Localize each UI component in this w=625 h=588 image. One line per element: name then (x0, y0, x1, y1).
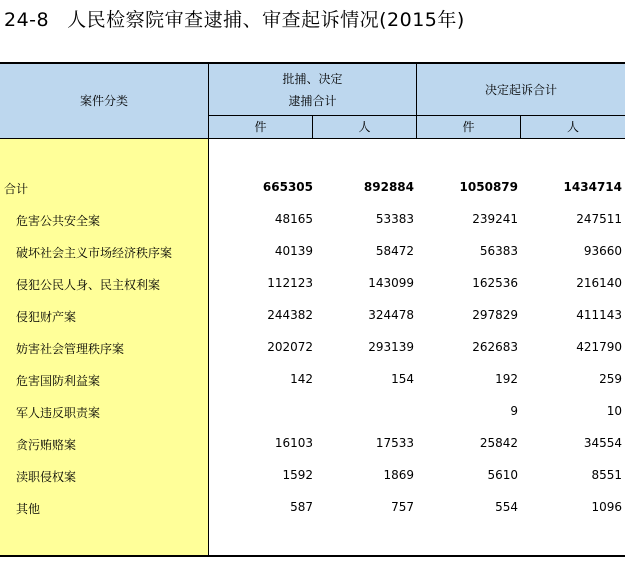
cell-prosecute-cases: 162536 (472, 276, 518, 290)
cell-prosecute-cases: 5610 (487, 468, 518, 482)
row-label: 合计 (4, 182, 29, 196)
row-label: 侵犯公民人身、民主权利案 (16, 278, 161, 292)
row-label: 渎职侵权案 (16, 470, 77, 484)
cell-prosecute-cases: 25842 (479, 436, 518, 450)
cell-arrest-cases: 244382 (267, 308, 313, 322)
page-title (4, 5, 465, 32)
table-header (0, 64, 625, 138)
cell-arrest-cases: 16103 (274, 436, 313, 450)
table-row (0, 210, 625, 230)
row-label: 危害公共安全案 (16, 214, 101, 228)
header-divider (208, 64, 209, 138)
cell-arrest-persons: 143099 (368, 276, 414, 290)
header-category (0, 64, 208, 138)
cell-prosecute-cases: 554 (495, 500, 518, 514)
cell-arrest-persons: 324478 (368, 308, 414, 322)
cell-prosecute-cases: 192 (495, 372, 518, 386)
header-prosecute-cases (417, 116, 520, 138)
cell-prosecute-cases: 239241 (472, 212, 518, 226)
cell-prosecute-persons: 8551 (591, 468, 622, 482)
cell-arrest-cases: 142 (290, 372, 313, 386)
header-unit-persons: 人 (566, 120, 579, 134)
cell-arrest-persons: 1869 (383, 468, 414, 482)
cell-prosecute-cases: 297829 (472, 308, 518, 322)
cell-arrest-cases: 665305 (262, 180, 313, 194)
cell-prosecute-persons: 1096 (591, 500, 622, 514)
header-divider (520, 115, 521, 138)
table-row (0, 242, 625, 262)
row-label: 贪污贿赂案 (16, 438, 77, 452)
table-row (0, 306, 625, 326)
row-label: 危害国防利益案 (16, 374, 101, 388)
table-row (0, 434, 625, 454)
header-prosecute-total (417, 64, 625, 115)
cell-prosecute-persons: 1434714 (563, 180, 622, 194)
cell-prosecute-persons: 34554 (583, 436, 622, 450)
cell-arrest-persons: 58472 (375, 244, 414, 258)
cell-arrest-persons: 17533 (375, 436, 414, 450)
cell-prosecute-persons: 10 (606, 404, 622, 418)
header-prosecute-label: 决定起诉合计 (484, 82, 557, 97)
cell-prosecute-cases: 56383 (479, 244, 518, 258)
cell-arrest-persons: 53383 (375, 212, 414, 226)
table-row (0, 498, 625, 518)
table-row (0, 402, 625, 422)
cell-prosecute-cases: 9 (510, 404, 518, 418)
cell-arrest-persons: 757 (391, 500, 414, 514)
cell-prosecute-cases: 1050879 (459, 180, 518, 194)
cell-arrest-persons: 154 (391, 372, 414, 386)
header-unit-cases: 件 (462, 120, 475, 134)
row-label: 妨害社会管理秩序案 (16, 342, 125, 356)
row-label: 破坏社会主义市场经济秩序案 (16, 246, 173, 260)
table-number: 24-8 (4, 9, 50, 31)
header-divider (416, 64, 417, 138)
table-row (0, 338, 625, 358)
cell-arrest-persons: 293139 (368, 340, 414, 354)
cell-arrest-cases: 587 (290, 500, 313, 514)
header-arrest-persons (313, 116, 416, 138)
cell-arrest-persons: 892884 (363, 180, 414, 194)
cell-prosecute-persons: 411143 (576, 308, 622, 322)
cell-prosecute-persons: 93660 (583, 244, 622, 258)
header-arrest-line1: 批捕、决定 (282, 71, 343, 86)
row-label: 侵犯财产案 (16, 310, 77, 324)
header-unit-persons: 人 (358, 120, 371, 134)
header-divider (312, 115, 313, 138)
header-divider (208, 115, 625, 116)
cell-arrest-cases: 40139 (274, 244, 313, 258)
row-label: 军人违反职责案 (16, 406, 101, 420)
cell-arrest-cases: 48165 (274, 212, 313, 226)
header-arrest-cases (209, 116, 312, 138)
header-prosecute-persons (521, 116, 625, 138)
table-row (0, 274, 625, 294)
cell-prosecute-persons: 259 (599, 372, 622, 386)
cell-prosecute-persons: 216140 (576, 276, 622, 290)
cell-prosecute-persons: 247511 (576, 212, 622, 226)
bottom-rule (0, 555, 625, 557)
cell-prosecute-cases: 262683 (472, 340, 518, 354)
header-category-label: 案件分类 (79, 94, 128, 108)
cell-arrest-cases: 112123 (267, 276, 313, 290)
cell-prosecute-persons: 421790 (576, 340, 622, 354)
table-row (0, 370, 625, 390)
table-row (0, 466, 625, 486)
row-label: 其他 (16, 502, 41, 516)
header-unit-cases: 件 (254, 120, 267, 134)
cell-arrest-cases: 202072 (267, 340, 313, 354)
table-row-total (0, 178, 625, 198)
header-arrest-total (209, 64, 416, 115)
header-arrest-line2: 逮捕合计 (288, 93, 337, 108)
table-title-text: 人民检察院审查逮捕、审查起诉情况(2015年) (67, 9, 465, 31)
cell-arrest-cases: 1592 (282, 468, 313, 482)
